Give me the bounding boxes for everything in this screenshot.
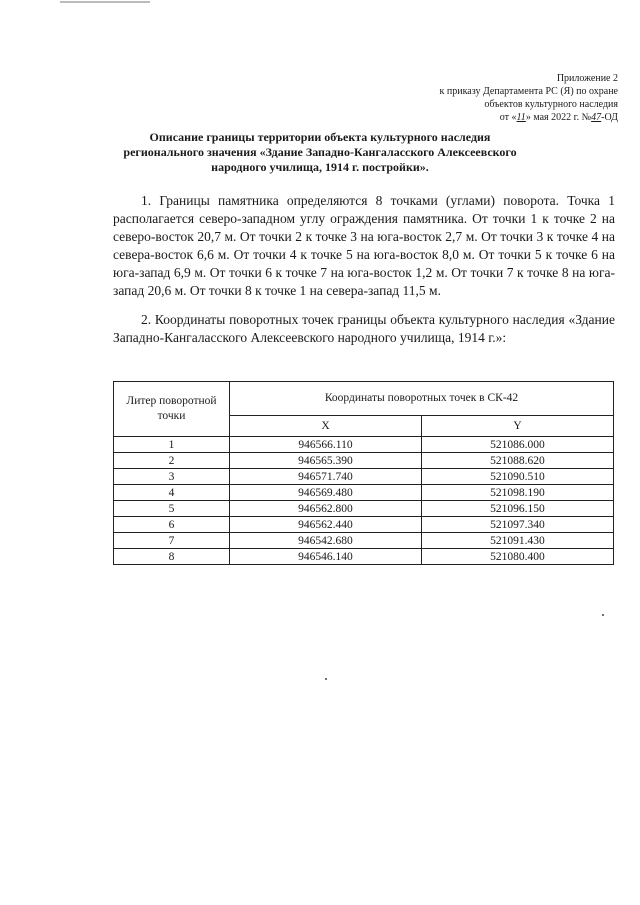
cell-x: 946566.110: [230, 437, 422, 453]
scan-artifact-line: [60, 1, 150, 3]
table-row: [114, 517, 614, 533]
cell-y: 521097.340: [421, 517, 613, 533]
cell-y: 521090.510: [421, 469, 613, 485]
cell-y: 521086.000: [421, 437, 613, 453]
cell-point: 8: [114, 549, 230, 565]
order-suffix: -ОД: [601, 112, 618, 123]
scan-speck: [602, 614, 604, 616]
table-row: [114, 549, 614, 565]
appendix-order-ref: к приказу Департамента РС (Я) по охране: [439, 86, 618, 97]
cell-x: 946562.800: [230, 501, 422, 517]
cell-x: 946562.440: [230, 517, 422, 533]
table-row: [114, 453, 614, 469]
table-row: [114, 533, 614, 549]
date-prefix: от «: [499, 112, 517, 123]
cell-x: 946571.740: [230, 469, 422, 485]
date-day: 11: [516, 112, 526, 123]
table-row: [114, 469, 614, 485]
cell-point: 6: [114, 517, 230, 533]
cell-y: 521091.430: [421, 533, 613, 549]
cell-x: 946542.680: [230, 533, 422, 549]
header-point-letter: Литер поворотной точки: [114, 382, 230, 437]
cell-point: 2: [114, 453, 230, 469]
cell-point: 5: [114, 501, 230, 517]
appendix-department: объектов культурного наследия: [484, 99, 618, 110]
cell-x: 946546.140: [230, 549, 422, 565]
coordinates-intro: 2. Координаты поворотных точек границы объекта культурного наследия «Здание Западно-Кангаласского Алексеевского народного училища, 1914 г.»:: [113, 312, 615, 345]
table-row: [114, 437, 614, 453]
cell-x: 946569.480: [230, 485, 422, 501]
boundary-description: 1. Границы памятника определяются 8 точками (углами) поворота. Точка 1 располагается северо-западном углу ограждения памятника. От точки 1 к точке 2 на северо-восток 20,7 м. От точки 2 к точке 3 на юга-восток 2,7 м. От точки 3 к точке 4 на севера-восток 6,6 м. От точки 4 к точке 5 на юга-восток 8,0 м. От точки 5 к точке 6 на юга-запад 6,9 м. От точки 6 к точке 7 на юга-восток 1,2 м. От точки 7 к точке 8 на юга-запад 20,6 м. От точки 8 к точке 1 на севера-запад 11,5 м.: [113, 193, 615, 298]
cell-y: 521098.190: [421, 485, 613, 501]
header-y: Y: [421, 415, 613, 436]
scan-speck: [325, 678, 327, 680]
appendix-date-line: [358, 111, 618, 124]
header-x: X: [230, 415, 422, 436]
cell-x: 946565.390: [230, 453, 422, 469]
cell-y: 521088.620: [421, 453, 613, 469]
cell-point: 7: [114, 533, 230, 549]
cell-point: 4: [114, 485, 230, 501]
cell-point: 3: [114, 469, 230, 485]
table-row: [114, 501, 614, 517]
appendix-label: Приложение 2: [556, 73, 618, 84]
cell-y: 521080.400: [421, 549, 613, 565]
appendix-header: [358, 72, 618, 124]
cell-point: 1: [114, 437, 230, 453]
header-coordinates: Координаты поворотных точек в СК-42: [230, 382, 614, 416]
order-number: 47: [591, 112, 602, 123]
document-title: Описание границы территории объекта культурного наследия регионального значения «Здание Западно-Кангаласского Алексеевского народного училища, 1914 г. постройки».: [123, 130, 517, 174]
table-row: [114, 485, 614, 501]
coordinates-table: [113, 381, 614, 565]
date-month-year: » мая 2022 г. №: [525, 112, 592, 123]
cell-y: 521096.150: [421, 501, 613, 517]
